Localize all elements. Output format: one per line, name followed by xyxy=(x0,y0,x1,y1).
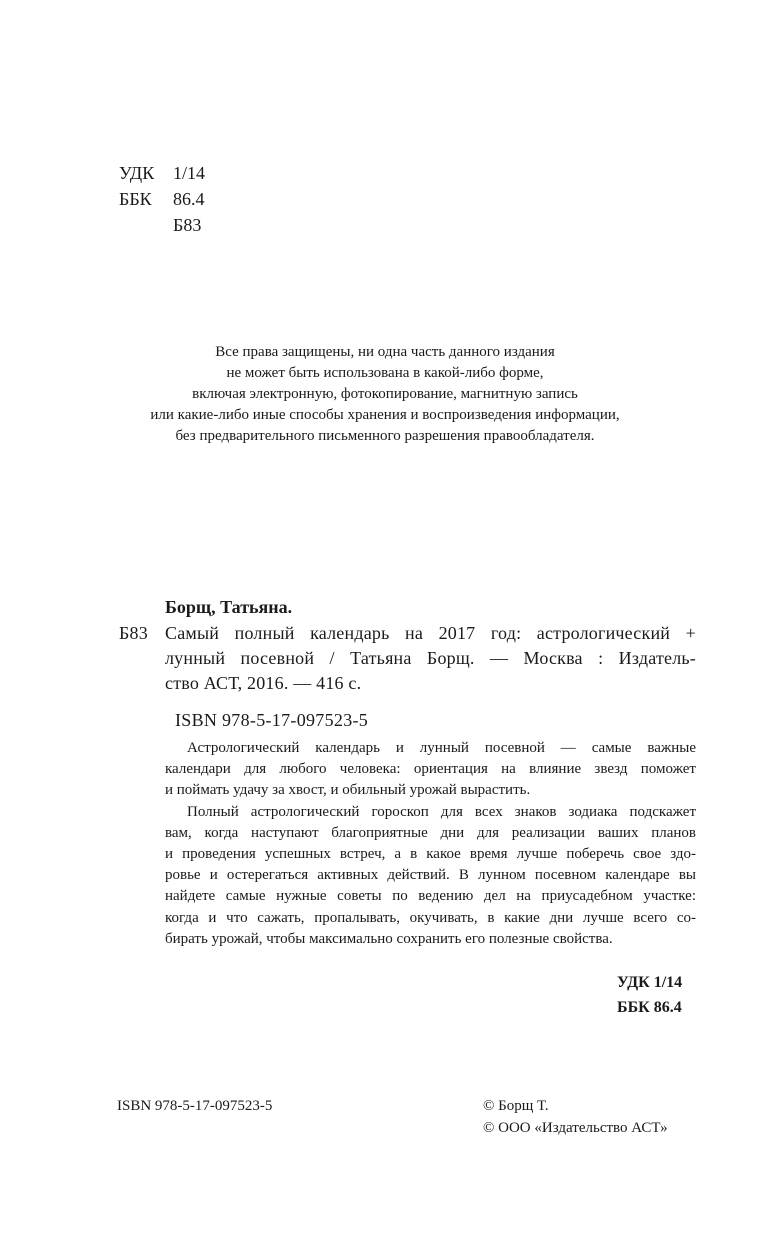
annotation-line: ровье и остерегаться активных действий. В лунном посевном календаре вы xyxy=(165,867,696,884)
rights-line: включая электронную, фотокопирование, магнитную запись xyxy=(192,386,578,402)
rights-notice xyxy=(100,342,670,447)
author-mark-top: Б83 xyxy=(173,215,202,235)
annotation-line: вам, когда наступают благоприятные дни для реализации ваших планов xyxy=(165,824,696,841)
annotation xyxy=(165,738,696,950)
author-mark: Б83 xyxy=(119,623,148,643)
udk-bottom: УДК 1/14 xyxy=(617,974,683,991)
rights-line: или какие-либо иные способы хранения и воспроизведения информации, xyxy=(150,407,620,423)
annotation-paragraph-2 xyxy=(165,802,696,950)
annotation-line: бирать урожай, чтобы максимально сохранить его полезные свойства. xyxy=(165,930,613,947)
isbn-main: ISBN 978-5-17-097523-5 xyxy=(175,710,369,730)
classification-block xyxy=(119,160,319,240)
annotation-line: и проведения успешных встреч, а в какое время лучше поберечь свое здо- xyxy=(165,846,696,863)
description-line: лунный посевной / Татьяна Борщ. — Москва : Издатель- xyxy=(165,648,696,668)
udk-value: 1/14 xyxy=(173,163,206,183)
annotation-paragraph-1 xyxy=(165,738,696,802)
annotation-line: когда и что сажать, пропалывать, окучивать, в какие дни лучше всего со- xyxy=(165,909,696,926)
footer-isbn: ISBN 978-5-17-097523-5 xyxy=(117,1098,273,1114)
description-line: ство АСТ, 2016. — 416 с. xyxy=(165,673,362,693)
annotation-line: и поймать удачу за хвост, и обильный урожай вырастить. xyxy=(165,782,531,799)
bbk-bottom: ББК 86.4 xyxy=(617,999,682,1016)
annotation-line: календари для любого человека: ориентация на влияние звезд поможет xyxy=(165,761,696,778)
bbk-label: ББК xyxy=(119,189,152,209)
bbk-value: 86.4 xyxy=(173,189,205,209)
copyright-author: © Борщ Т. xyxy=(483,1098,549,1114)
udk-label: УДК xyxy=(119,163,155,183)
rights-line: без предварительного письменного разрешения правообладателя. xyxy=(175,428,595,444)
copyright-publisher: © ООО «Издательство АСТ» xyxy=(483,1120,668,1136)
annotation-line: Полный астрологический гороскоп для всех знаков зодиака подскажет xyxy=(187,803,696,820)
rights-line: не может быть использована в какой-либо форме, xyxy=(226,365,544,381)
description-line: Самый полный календарь на 2017 год: астрологический + xyxy=(165,623,696,643)
author-name: Борщ, Татьяна. xyxy=(165,597,293,617)
annotation-line: найдете самые нужные советы по ведению дел на приусадебном участке: xyxy=(165,888,696,905)
annotation-line: Астрологический календарь и лунный посевной — самые важные xyxy=(187,740,696,756)
rights-line: Все права защищены, ни одна часть данного издания xyxy=(215,344,555,360)
